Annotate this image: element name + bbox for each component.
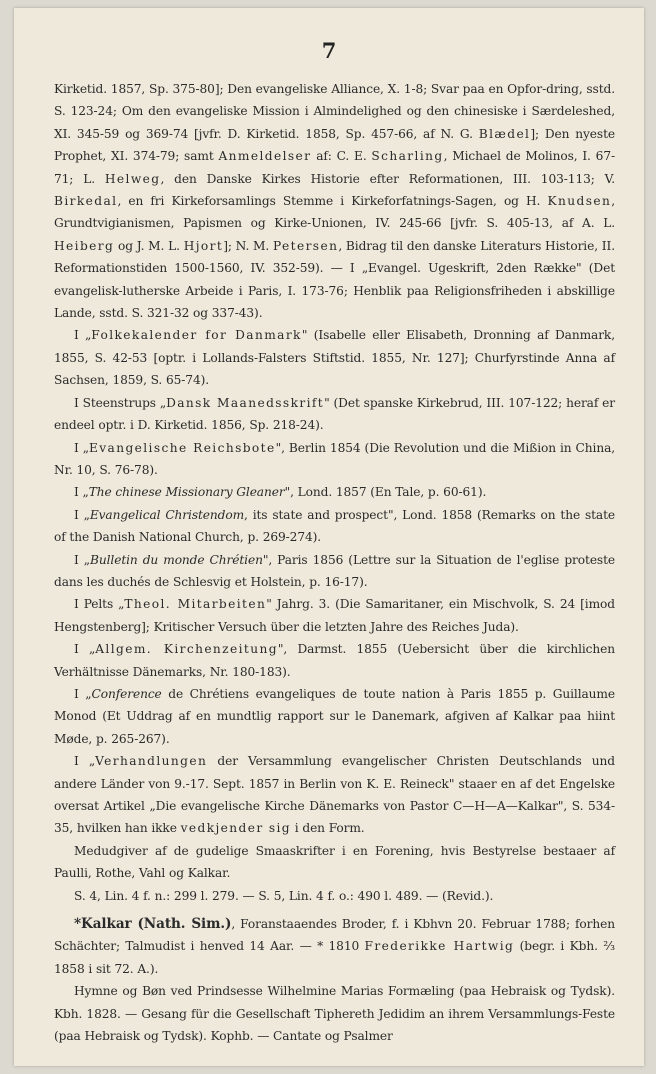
text-segment: ]; Den nyeste Prophet, XI. 374-79; samt: [54, 126, 615, 164]
text-segment: Blædel: [478, 126, 531, 141]
text-segment: , den Danske Kirkes Historie efter Reformationen, III. 103-113; V.: [160, 171, 615, 186]
text-segment: I „: [74, 754, 96, 769]
text-segment: , Foranstaaendes Broder, f. i Kbhvn 20. Februar 1788; forhen Schächter; Talmudist i henved 14 Aar. — * 1810: [54, 917, 615, 954]
text-segment: Scharling: [371, 149, 444, 164]
text-segment: , Grundtvigianismen, Papismen og Kirke-Unionen, IV. 245-66 [jvfr. S. 405-13, af A. L.: [54, 194, 615, 231]
text-segment: Hymne og Bøn ved Prindsesse Wilhelmine Marias Formæling (paa Hebraisk og Tydsk). Kbh. 1828. — Gesang für die Gesellschaft Tiphereth Jedidim an ihrem Versammlungs-Feste (paa Hebraisk og Tydsk). Kophb. — Cantate og Psalmer: [54, 984, 615, 1044]
text-segment: i den Form.: [291, 821, 365, 836]
text-paragraph: [54, 481, 615, 503]
text-paragraph: [54, 392, 615, 437]
text-segment: der Versammlung evangelischer Christen Deutschlands und andere Länder von 9.-17. Sept. 1857 in Berlin von K. E. Reineck" staaer en af det Engelske oversat Artikel „Die evangelische Kirche Dänemarks von Pastor C—H—A—Kalkar", S. 534-35, hvilken han ikke: [54, 754, 616, 836]
text-segment: Frederikke Hartwig: [364, 939, 515, 954]
text-segment: Evangelische Reichsbote: [88, 440, 276, 455]
text-segment: ", Lond. 1857 (En Tale, p. 60-61).: [284, 485, 487, 500]
text-segment: " Jahrg. 3. (Die Samaritaner, ein Mischvolk, S. 24 [imod Hengstenberg]; Kritischer Versuch über die letzten Jahre des Reiches Juda).: [54, 597, 615, 634]
text-segment: af: C. E.: [311, 149, 372, 164]
text-segment: ]; N. M.: [223, 238, 273, 253]
text-segment: Allgem. Kirchenzeitung: [95, 642, 278, 657]
text-segment: " (Det spanske Kirkebrud, III. 107-122; heraf er endeel optr. i D. Kirketid. 1856, Sp. 218-24).: [54, 395, 616, 433]
text-segment: I „: [74, 440, 89, 455]
text-segment: I „: [74, 642, 96, 657]
text-segment: Knudsen: [547, 194, 612, 209]
text-segment: Birkedal: [54, 194, 118, 209]
text-segment: , Bidrag til den danske Literaturs Historie, II. Reformationstiden 1500-1560, IV. 352-59). — I „Evangel. Ugeskrift, 2den Række" (Det evangelisk-lutherske Arbeide i Paris, I. 173-76; Henblik paa Religionsfriheden i abskillige Lande, sstd. S. 321-32 og 337-43).: [54, 238, 616, 321]
text-segment: ", Paris 1856 (Lettre sur la Situation de l'eglise proteste dans les duchés de Schlesvig et Holstein, p. 16-17).: [54, 552, 615, 589]
text-segment: S. 4, Lin. 4 f. n.: 299 l. 279. — S. 5, Lin. 4 f. o.: 490 l. 489. — (Revid.).: [74, 888, 494, 903]
text-paragraph: [54, 840, 615, 885]
text-paragraph: [54, 549, 615, 594]
book-page: [14, 8, 644, 1066]
text-segment: I Steenstrups „: [74, 395, 167, 410]
text-paragraph: [54, 980, 615, 1047]
text-segment: " (Isabelle eller Elisabeth, Dronning af Danmark, 1855, S. 42-53 [optr. i Lollands-Falsters Stiftstid. 1855, Nr. 127]; Churfyrstinde Anna af Sachsen, 1859, S. 65-74).: [54, 328, 615, 388]
text-paragraph: [54, 504, 615, 549]
text-segment: Helweg: [104, 171, 161, 186]
text-segment: Verhandlungen: [95, 754, 208, 769]
text-segment: og J. M. L.: [114, 238, 184, 253]
text-segment: , its state and prospect", Lond. 1858 (Remarks on the state of the Danish National Church, p. 269-274).: [54, 507, 615, 545]
text-segment: I „: [74, 485, 89, 500]
text-segment: Bulletin du monde Chrétien: [90, 552, 263, 567]
text-segment: Hjort: [183, 238, 224, 253]
text-segment: I „: [74, 686, 92, 701]
text-segment: Anmeldelser: [218, 149, 312, 164]
text-segment: Heiberg: [54, 238, 115, 253]
page-text: [54, 78, 615, 1047]
entry-heading: *Kalkar (Nath. Sim.): [74, 916, 232, 933]
text-segment: Dansk Maanedsskrift: [166, 395, 325, 410]
text-segment: Medudgiver af de gudelige Smaaskrifter i en Forening, hvis Bestyrelse bestaaer af Paulli, Rothe, Vahl og Kalkar.: [54, 843, 615, 881]
text-paragraph: [54, 78, 615, 324]
text-segment: I Pelts „: [74, 597, 125, 612]
text-segment: Petersen: [273, 238, 339, 253]
text-paragraph: [54, 683, 615, 750]
page-number: 7: [321, 38, 337, 63]
text-paragraph: [54, 437, 615, 482]
text-paragraph: [54, 593, 615, 638]
text-segment: ", Berlin 1854 (Die Revolution und die Mißion in China, Nr. 10, S. 76-78).: [54, 440, 616, 477]
text-segment: Evangelical Christendom: [89, 507, 245, 522]
text-paragraph: [54, 750, 615, 840]
text-segment: , Michael de Molinos, I. 67-71; L.: [54, 149, 615, 186]
text-paragraph: [54, 638, 615, 683]
text-segment: Conference: [91, 686, 162, 701]
text-segment: de Chrétiens evangeliques de toute nation à Paris 1855 p. Guillaume Monod (Et Uddrag af en mundtlig rapport sur le Danemark, afgiven af Kalkar paa hiint Møde, p. 265-267).: [54, 686, 615, 746]
text-segment: I „: [74, 507, 90, 522]
text-segment: I „: [74, 328, 92, 343]
text-segment: ", Darmst. 1855 (Uebersicht über die kirchlichen Verhältnisse Dänemarks, Nr. 180-183).: [54, 642, 616, 679]
text-segment: Theol. Mitarbeiten: [124, 597, 267, 612]
text-segment: The chinese Missionary Gleaner: [88, 485, 285, 500]
text-segment: Kirketid. 1857, Sp. 375-80]; Den evangeliske Alliance, X. 1-8; Svar paa en Opfor-dring, sstd. S. 123-24; Om den evangeliske Mission i Almindelighed og den chinesiske i Særdeleshed, XI. 345-59 og 369-74 [jvfr. D. Kirketid. 1858, Sp. 457-66, af N. G.: [54, 82, 615, 141]
text-paragraph: [54, 885, 615, 907]
text-segment: (begr. i Kbh. ⅔ 1858 i sit 72. A.).: [54, 939, 615, 976]
text-segment: vedkjender sig: [180, 821, 292, 836]
text-segment: I „: [74, 552, 90, 567]
text-paragraph: [54, 324, 615, 391]
text-segment: , en fri Kirkeforsamlings Stemme i Kirkeforfatnings-Sagen, og H.: [117, 194, 548, 209]
text-paragraph: [54, 913, 615, 980]
text-segment: Folkekalender for Danmark: [91, 328, 302, 343]
